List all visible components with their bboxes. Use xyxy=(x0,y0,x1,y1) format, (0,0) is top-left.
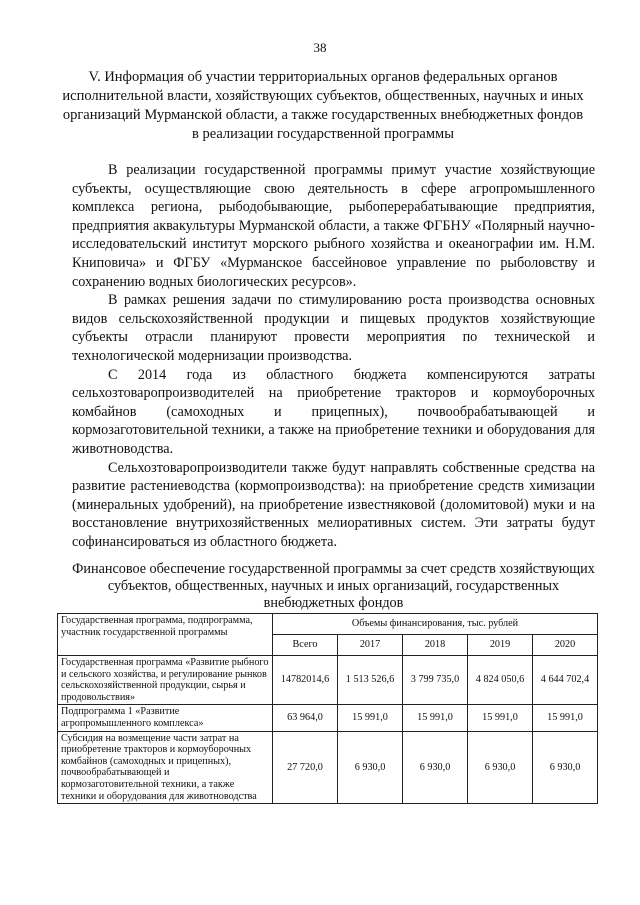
column-header: 2020 xyxy=(533,635,598,656)
value-cell: 6 930,0 xyxy=(533,731,598,804)
financing-table xyxy=(57,613,598,804)
value-cell: 15 991,0 xyxy=(338,705,403,731)
value-cell: 6 930,0 xyxy=(468,731,533,804)
value-cell: 6 930,0 xyxy=(403,731,468,804)
value-cell: 27 720,0 xyxy=(273,731,338,804)
row-name-cell: Государственная программа «Развитие рыбного и сельского хозяйства, и регулирование рынков сельскохозяйственной продукции, сырья и продовольствия» xyxy=(58,656,273,705)
body-text xyxy=(72,161,595,551)
row-name-cell: Подпрограмма 1 «Развитие агропромышленного комплекса» xyxy=(58,705,273,731)
header-program-cell: Государственная программа, подпрограмма, участник государственной программы xyxy=(58,614,273,656)
paragraph: С 2014 года из областного бюджета компенсируются затраты сельхозтоваропроизводителей на приобретение тракторов и кормоуборочных комбайнов (самоходных и прицепных), почвообрабатывающей и кормозаготовительной техники, а также на приобретение техники и оборудования для животноводства. xyxy=(72,366,595,457)
value-cell: 15 991,0 xyxy=(468,705,533,731)
row-name-cell: Субсидия на возмещение части затрат на приобретение тракторов и кормоуборочных комбайнов (самоходных и прицепных), почвообрабатывающей и кормозаготовительной техники, а также техники и оборудования для животноводства xyxy=(58,731,273,804)
value-cell: 1 513 526,6 xyxy=(338,656,403,705)
column-header: 2018 xyxy=(403,635,468,656)
value-cell: 4 824 050,6 xyxy=(468,656,533,705)
header-volumes-cell: Объемы финансирования, тыс. рублей xyxy=(273,614,598,635)
value-cell: 4 644 702,4 xyxy=(533,656,598,705)
column-header: 2017 xyxy=(338,635,403,656)
paragraph: В реализации государственной программы примут участие хозяйствующие субъекты, осуществляющие свою деятельность в сфере агропромышленного комплекса региона, рыбодобывающие, рыбоперерабатывающие предприятия, предприятия аквакультуры Мурманской области, а также ФГБНУ «Полярный научно-исследовательский институт морского рыбного хозяйства и океанографии им. Н.М. Книповича» и ФГБУ «Мурманское бассейновое управление по рыболовству и сохранению водных биологических ресурсов». xyxy=(72,162,595,290)
value-cell: 63 964,0 xyxy=(273,705,338,731)
paragraph: В рамках решения задачи по стимулированию роста производства основных видов сельскохозяйственной продукции и пищевых продуктов хозяйствующие субъекты отрасли планируют провести мероприятия по технической и технологической модернизации производства. xyxy=(72,292,595,364)
value-cell: 14782014,6 xyxy=(273,656,338,705)
table-row xyxy=(58,705,598,731)
paragraph: Сельхозтоваропроизводители также будут направлять собственные средства на развитие растениеводства (кормопроизводства): на приобретение средств химизации (минеральных удобрений), на приобретение известняковой (доломитовой) муки и на восстановление внутрихозяйственных мелиоративных систем. Эти затраты будут софинансироваться из областного бюджета. xyxy=(72,459,595,550)
section-heading: V. Информация об участии территориальных органов федеральных органов исполнительной власти, хозяйствующих субъектов, общественных, научных и иных организаций Мурманской области, а также государственных внебюджетных фондов в реализации государственной программы xyxy=(62,69,584,142)
value-cell: 15 991,0 xyxy=(403,705,468,731)
table-row xyxy=(58,731,598,804)
column-header: Всего xyxy=(273,635,338,656)
table-row xyxy=(58,656,598,705)
page-number: 38 xyxy=(313,40,327,55)
column-header: 2019 xyxy=(468,635,533,656)
value-cell: 15 991,0 xyxy=(533,705,598,731)
value-cell: 3 799 735,0 xyxy=(403,656,468,705)
value-cell: 6 930,0 xyxy=(338,731,403,804)
table-header-row xyxy=(58,614,598,635)
table-caption: Финансовое обеспечение государственной программы за счет средств хозяйствующих субъектов, общественных, научных и иных организаций, государственных внебюджетных фондов xyxy=(72,561,595,611)
